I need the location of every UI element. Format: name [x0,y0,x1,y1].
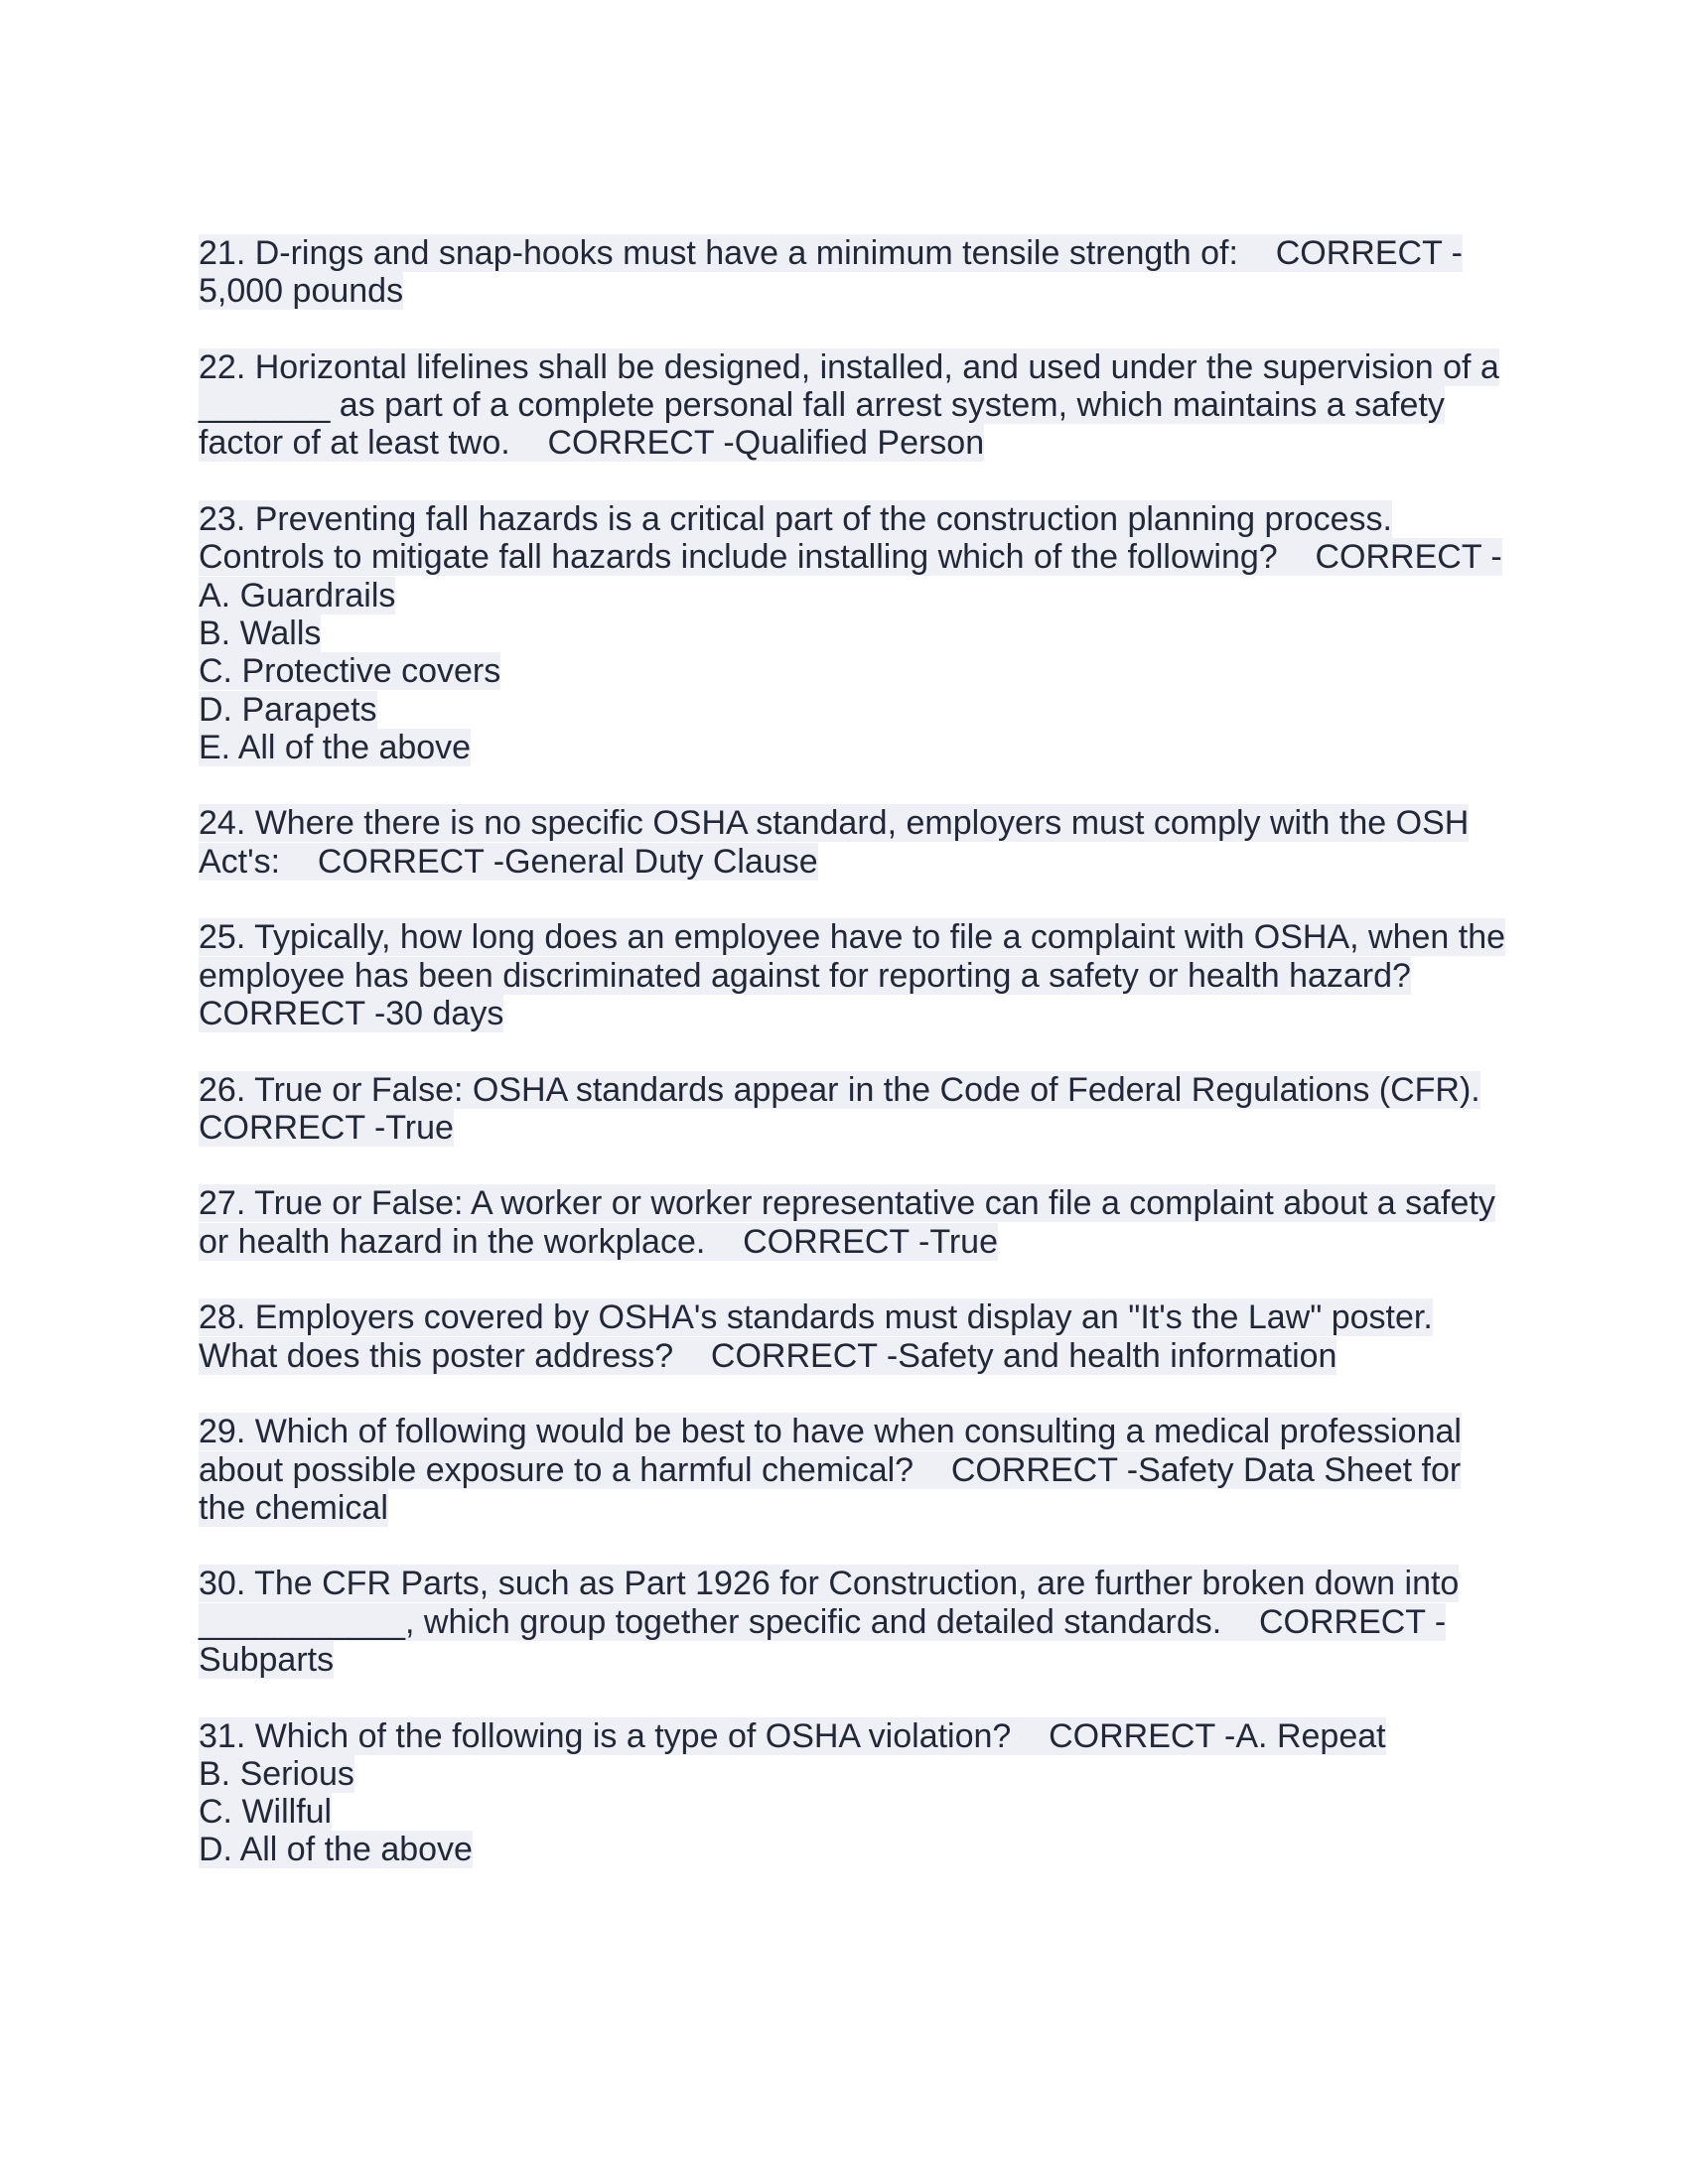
question-line-text: 29. Which of following would be best to have when consulting a medical professional [199,1413,1462,1451]
question-item [199,1071,1519,1148]
question-item [199,1565,1519,1679]
question-line-text: 24. Where there is no specific OSHA standard, employers must comply with the OSH [199,804,1470,843]
question-line [199,843,1519,881]
question-line [199,500,1519,538]
question-line [199,538,1519,576]
question-line-text: ___________, which group together specific and detailed standards. CORRECT - [199,1602,1447,1641]
question-line-text: 27. True or False: A worker or worker representative can file a complaint about a safety [199,1184,1495,1223]
question-line [199,1831,1519,1868]
question-line [199,652,1519,690]
question-line-text: factor of at least two. CORRECT -Qualified Person [199,424,985,463]
question-line [199,348,1519,386]
question-item [199,918,1519,1032]
question-list [199,234,1519,1907]
question-line-text: Act's: CORRECT -General Duty Clause [199,842,818,881]
question-line-text: _______ as part of a complete personal fall arrest system, which maintains a safety [199,386,1445,425]
question-line [199,1413,1519,1450]
question-line [199,729,1519,766]
question-line-text: E. All of the above [199,728,472,766]
question-line [199,1223,1519,1261]
question-line [199,1603,1519,1641]
question-line-text: C. Protective covers [199,652,501,691]
question-line [199,1071,1519,1109]
question-line [199,1641,1519,1679]
question-item [199,1298,1519,1375]
question-line-text: B. Walls [199,614,322,652]
question-line-text: 30. The CFR Parts, such as Part 1926 for Construction, are further broken down into [199,1565,1460,1603]
question-line [199,1451,1519,1489]
question-line-text: 21. D-rings and snap-hooks must have a minimum tensile strength of: CORRECT - [199,234,1463,272]
question-line-text: employee has been discriminated against for reporting a safety or health hazard? [199,956,1411,995]
question-line-text: D. Parapets [199,690,377,729]
question-line-text: or health hazard in the workplace. CORRECT -True [199,1222,998,1261]
question-item [199,500,1519,766]
question-item [199,348,1519,463]
question-line [199,272,1519,310]
question-item [199,234,1519,311]
question-line [199,1109,1519,1147]
question-line [199,1717,1519,1755]
question-item [199,804,1519,881]
question-item [199,1184,1519,1261]
question-line-text: 5,000 pounds [199,272,404,311]
question-line-text: about possible exposure to a harmful chemical? CORRECT -Safety Data Sheet for [199,1450,1462,1489]
question-line [199,957,1519,995]
question-item [199,1717,1519,1869]
question-line [199,918,1519,956]
question-line [199,995,1519,1032]
question-line-text: CORRECT -30 days [199,994,504,1032]
question-line [199,1298,1519,1336]
question-line [199,691,1519,729]
question-line-text: 26. True or False: OSHA standards appear in the Code of Federal Regulations (CFR). [199,1070,1480,1109]
question-line [199,1489,1519,1527]
question-line-text: 25. Typically, how long does an employee have to file a complaint with OSHA, when the [199,918,1506,957]
question-line [199,577,1519,614]
question-line-text: 22. Horizontal lifelines shall be designed, installed, and used under the supervision of a [199,347,1499,386]
question-line [199,386,1519,424]
question-line [199,1337,1519,1375]
question-line [199,1184,1519,1222]
question-line [199,1793,1519,1831]
question-line-text: the chemical [199,1488,388,1527]
question-line-text: CORRECT -True [199,1108,454,1147]
question-line-text: D. All of the above [199,1831,473,1869]
question-item [199,1413,1519,1527]
question-line-text: 31. Which of the following is a type of OSHA violation? CORRECT -A. Repeat [199,1716,1386,1755]
question-line [199,614,1519,652]
question-line [199,234,1519,272]
question-line-text: A. Guardrails [199,576,396,614]
question-line-text: What does this poster address? CORRECT -Safety and health information [199,1336,1337,1375]
question-line-text: 28. Employers covered by OSHA's standards must display an "It's the Law" poster. [199,1298,1433,1337]
question-line [199,1565,1519,1602]
question-line-text: Controls to mitigate fall hazards include installing which of the following? CORRECT - [199,538,1502,577]
question-line-text: B. Serious [199,1754,354,1793]
question-line [199,424,1519,462]
question-line-text: Subparts [199,1640,335,1679]
question-line [199,1755,1519,1793]
question-line-text: C. Willful [199,1793,333,1832]
question-line-text: 23. Preventing fall hazards is a critical part of the construction planning process. [199,500,1392,539]
question-line [199,804,1519,842]
